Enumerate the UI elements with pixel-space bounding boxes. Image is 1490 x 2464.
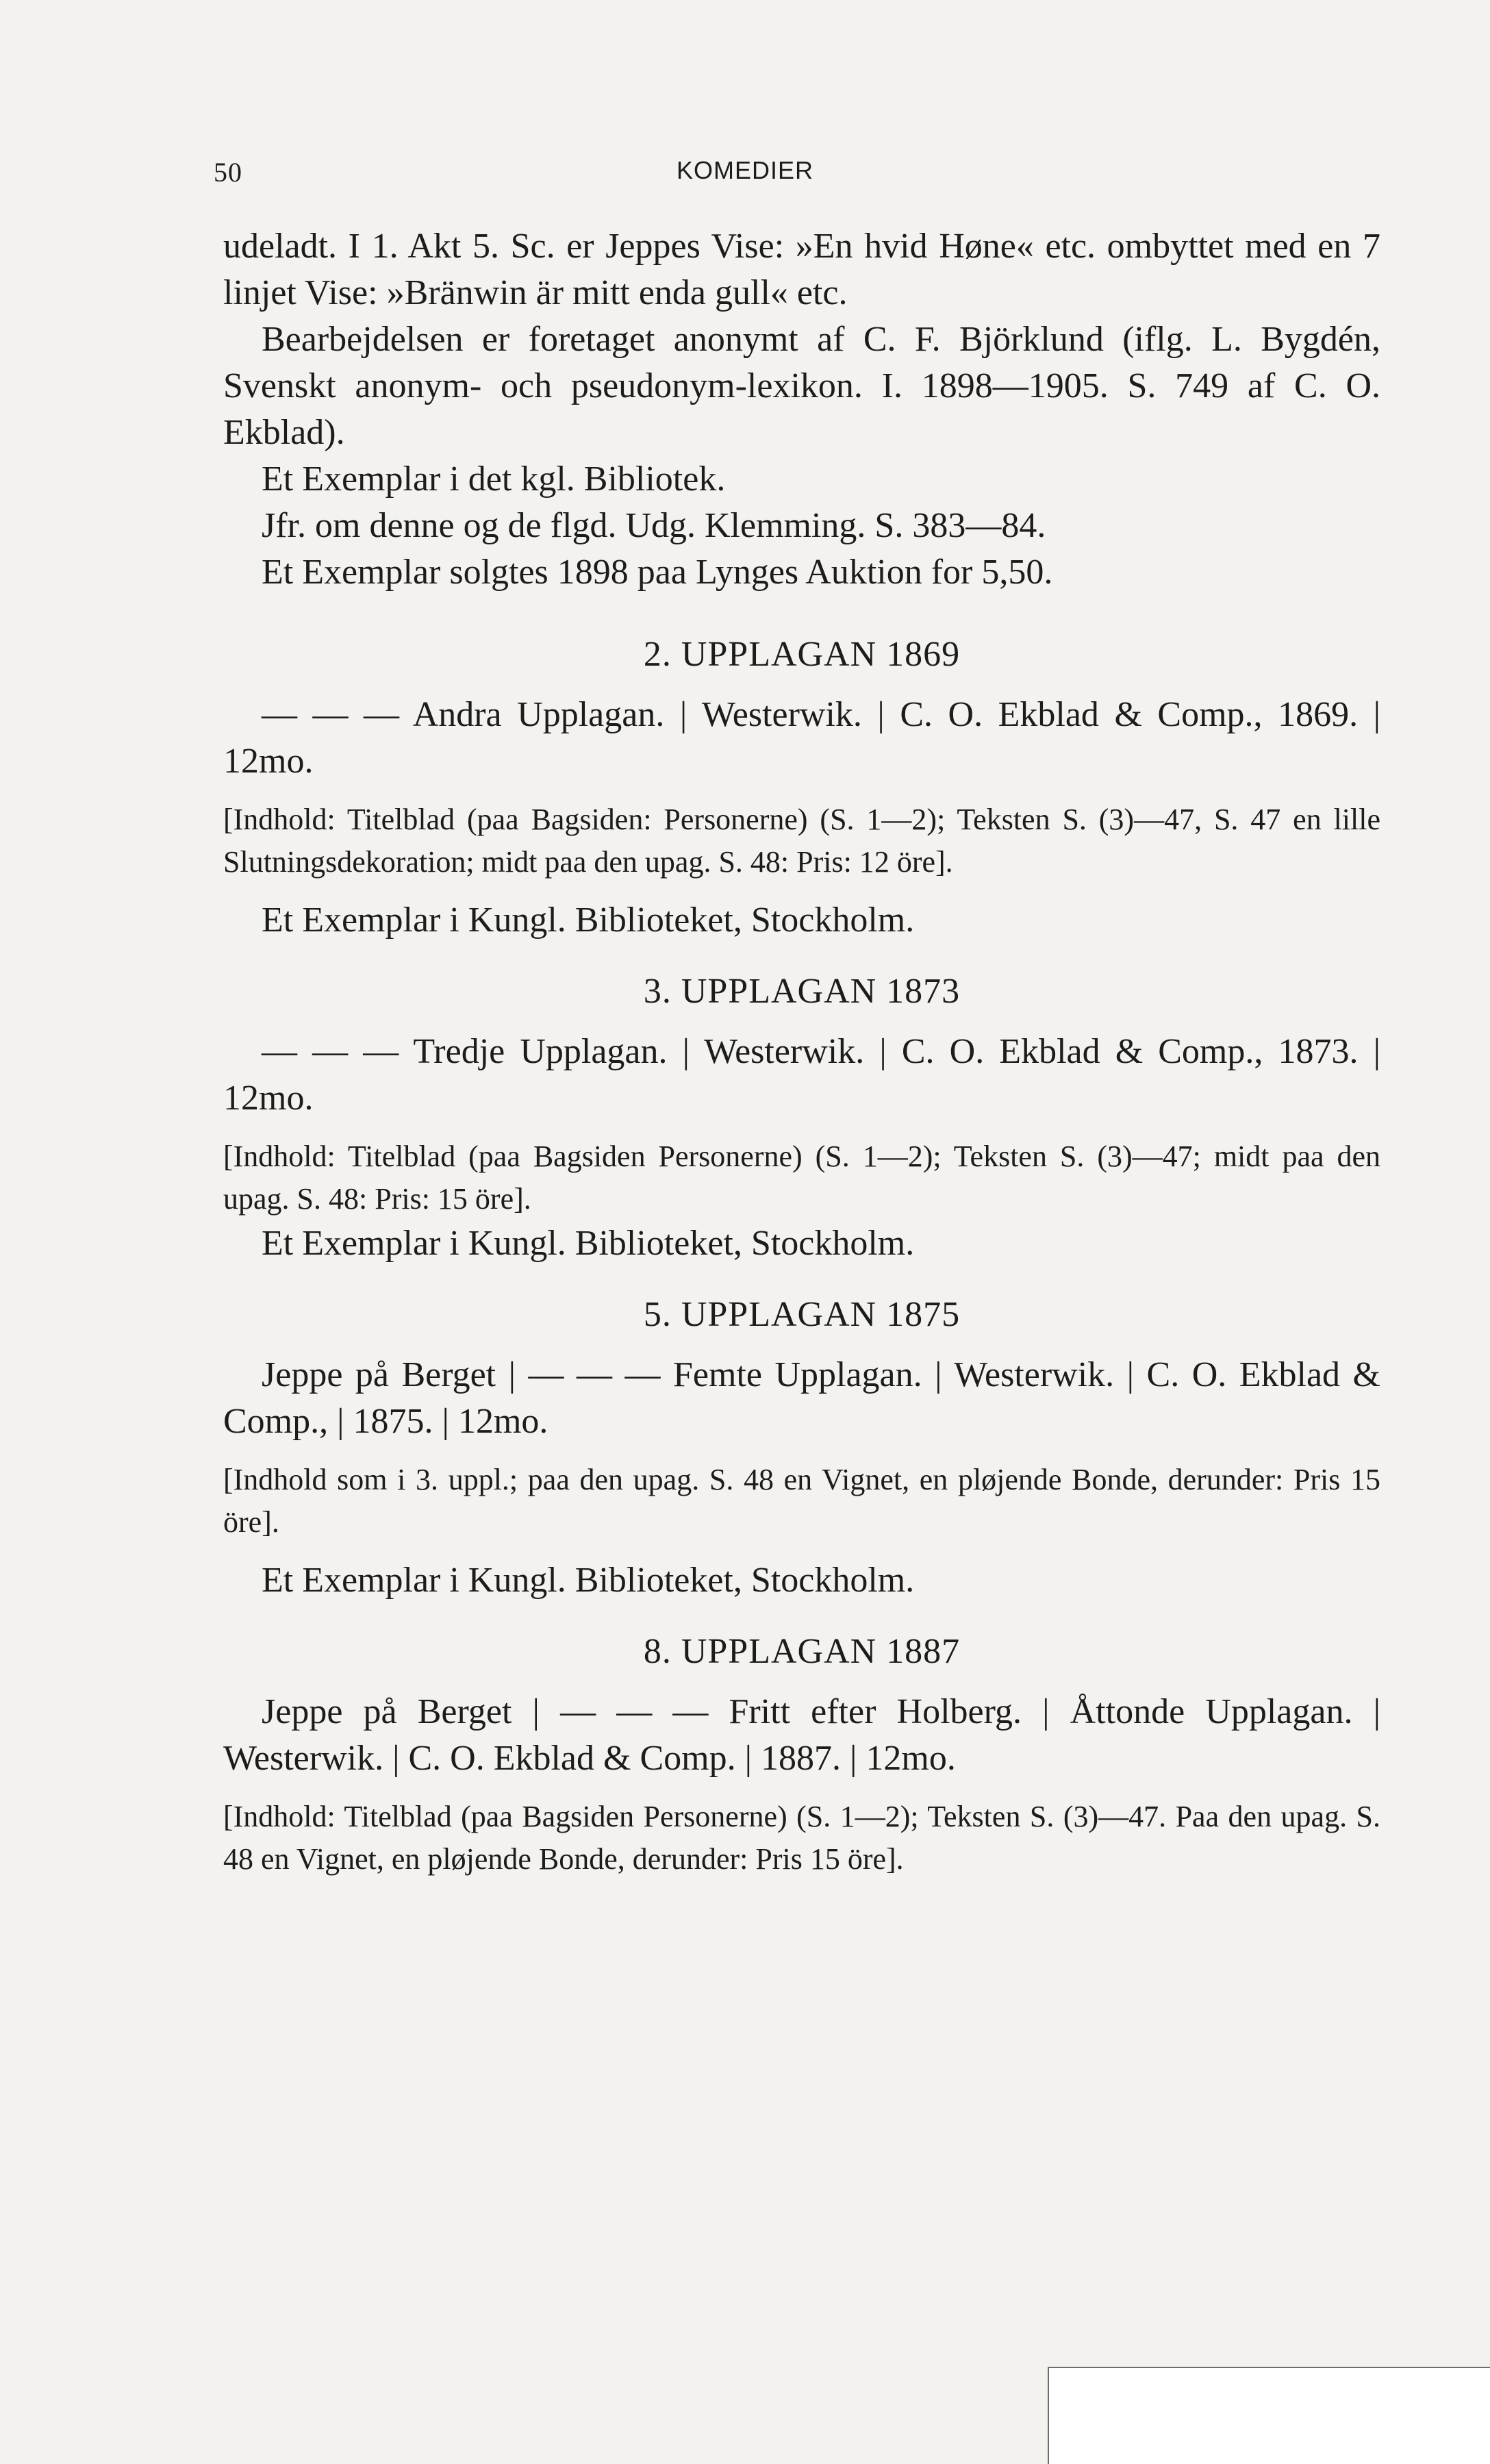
scan-corner-frame: [1048, 2367, 1490, 2464]
section-heading: 5. UPPLAGAN 1875: [643, 1295, 961, 1334]
edition-entry: — — — Andra Upplagan. | Westerwik. | C. O. Ekblad & Comp., 1869. | 12mo.: [223, 695, 1380, 781]
edition-holding: Et Exemplar i Kungl. Biblioteket, Stockholm.: [262, 1561, 915, 1600]
edition-entry: Jeppe på Berget | — — — Femte Upplagan. | Westerwik. | C. O. Ekblad & Comp., | 1875. | 12mo.: [223, 1355, 1380, 1441]
intro-paragraph: Et Exemplar i det kgl. Bibliotek.: [262, 460, 726, 499]
edition-contents: [Indhold: Titelblad (paa Bagsiden: Personerne) (S. 1—2); Teksten S. (3)—47, S. 47 en lille Slutningsdekoration; midt paa den upag. S. 48: Pris: 12 öre].: [223, 803, 1380, 879]
page-number: 50: [214, 157, 242, 188]
edition-entry: — — — Tredje Upplagan. | Westerwik. | C. O. Ekblad & Comp., 1873. | 12mo.: [223, 1032, 1380, 1118]
edition-holding: Et Exemplar i Kungl. Biblioteket, Stockholm.: [262, 1224, 915, 1263]
edition-entry: Jeppe på Berget | — — — Fritt efter Holberg. | Åttonde Upplagan. | Westerwik. | C. O. Ekblad & Comp. | 1887. | 12mo.: [223, 1692, 1380, 1778]
section-heading: 3. UPPLAGAN 1873: [643, 972, 961, 1011]
section-heading: 8. UPPLAGAN 1887: [643, 1632, 961, 1671]
edition-holding: Et Exemplar i Kungl. Biblioteket, Stockholm.: [262, 901, 915, 940]
edition-contents: [Indhold som i 3. uppl.; paa den upag. S. 48 en Vignet, en pløjende Bonde, derunder: Pris 15 öre].: [223, 1463, 1380, 1539]
section-heading: 2. UPPLAGAN 1869: [643, 635, 961, 674]
intro-paragraph: Et Exemplar solgtes 1898 paa Lynges Auktion for 5,50.: [262, 553, 1053, 592]
intro-paragraph: udeladt. I 1. Akt 5. Sc. er Jeppes Vise: »En hvid Høne« etc. ombyttet med en 7 linjet Vise: »Bränwin är mitt enda gull« etc.: [223, 227, 1380, 312]
intro-paragraph: Jfr. om denne og de flgd. Udg. Klemming. S. 383—84.: [262, 506, 1046, 545]
running-head: KOMEDIER: [676, 156, 814, 184]
page-body: [223, 223, 1380, 1881]
edition-contents: [Indhold: Titelblad (paa Bagsiden Personerne) (S. 1—2); Teksten S. (3)—47; midt paa den upag. S. 48: Pris: 15 öre].: [223, 1140, 1380, 1216]
edition-contents: [Indhold: Titelblad (paa Bagsiden Personerne) (S. 1—2); Teksten S. (3)—47. Paa den upag. S. 48 en Vignet, en pløjende Bonde, derunder: Pris 15 öre].: [223, 1800, 1380, 1876]
intro-paragraph: Bearbejdelsen er foretaget anonymt af C. F. Björklund (iflg. L. Bygdén, Svenskt anonym- och pseudonym-lexikon. I. 1898—1905. S. 749 af C. O. Ekblad).: [223, 320, 1380, 452]
